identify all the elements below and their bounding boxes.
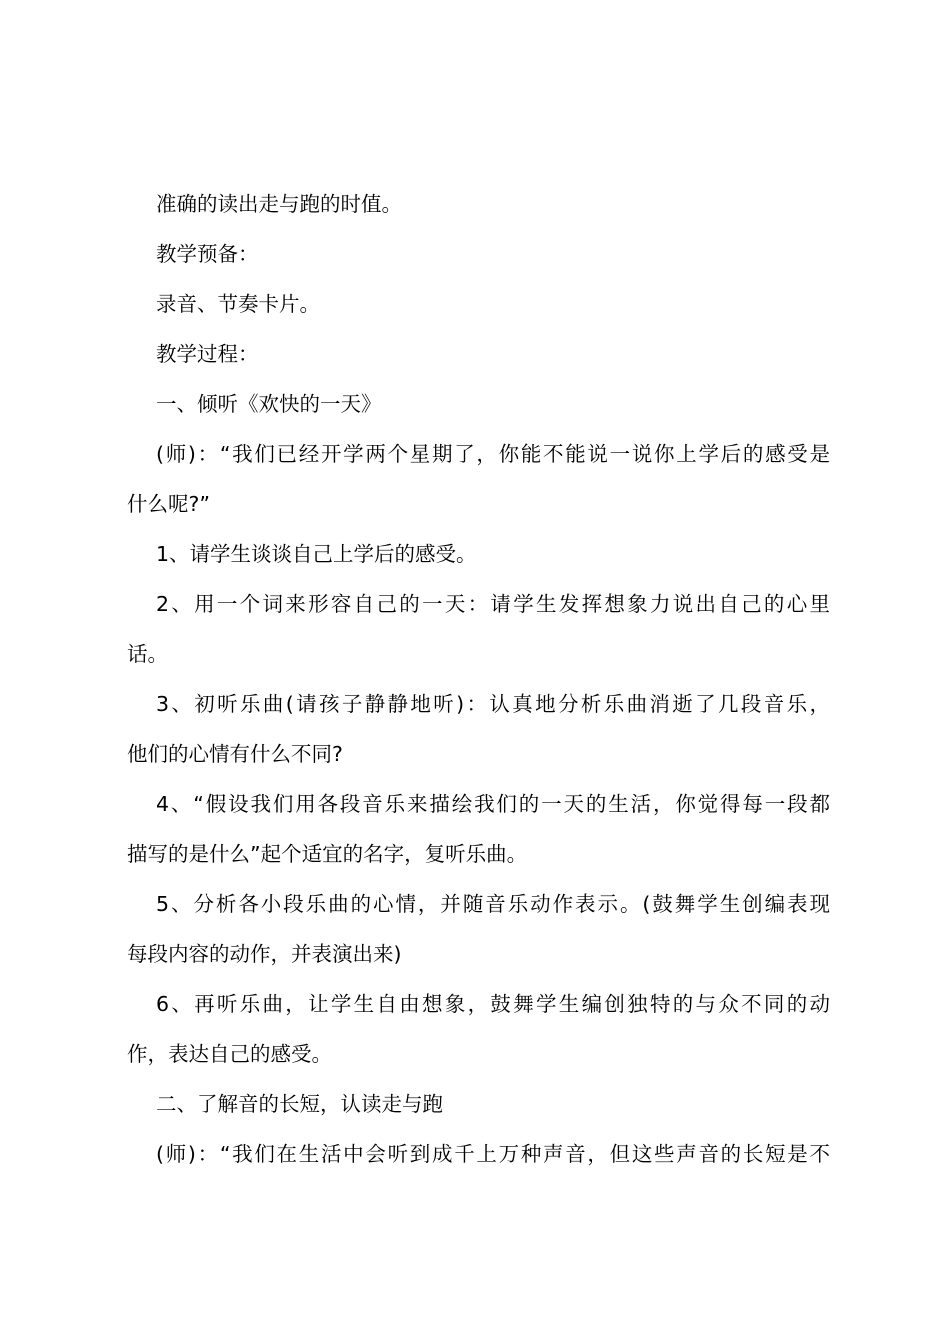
- text-line: 每段内容的动作，并表演出来): [127, 942, 402, 966]
- section-heading: 二、了解音的长短，认读走与跑: [156, 1092, 443, 1116]
- list-item: 3、初听乐曲(请孩子静静地听)：认真地分析乐曲消逝了几段音乐，: [156, 692, 830, 716]
- text-line: 作，表达自己的感受。: [127, 1042, 332, 1066]
- list-item: 4、“假设我们用各段音乐来描绘我们的一天的生活，你觉得每一段都: [156, 792, 830, 816]
- text-line: 准确的读出走与跑的时值。: [156, 192, 402, 216]
- section-heading: 教学预备：: [156, 242, 259, 266]
- text-line: (师)：“我们在生活中会听到成千上万种声音，但这些声音的长短是不: [156, 1142, 830, 1166]
- section-heading: 教学过程：: [156, 342, 259, 366]
- list-item: 5、分析各小段乐曲的心情，并随音乐动作表示。(鼓舞学生创编表现: [156, 892, 830, 916]
- text-line: 他们的心情有什么不同?: [127, 742, 343, 766]
- text-line: 录音、节奏卡片。: [156, 292, 320, 316]
- section-heading: 一、倾听《欢快的一天》: [156, 392, 382, 416]
- text-line: 什么呢?”: [127, 492, 211, 516]
- list-item: 6、再听乐曲，让学生自由想象，鼓舞学生编创独特的与众不同的动: [156, 992, 830, 1016]
- list-item: 2、用一个词来形容自己的一天：请学生发挥想象力说出自己的心里: [156, 592, 830, 616]
- list-item: 1、请学生谈谈自己上学后的感受。: [156, 542, 477, 566]
- text-line: 描写的是什么”起个适宜的名字，复听乐曲。: [127, 842, 528, 866]
- text-line: (师)：“我们已经开学两个星期了，你能不能说一说你上学后的感受是: [156, 442, 830, 466]
- text-line: 话。: [127, 642, 168, 666]
